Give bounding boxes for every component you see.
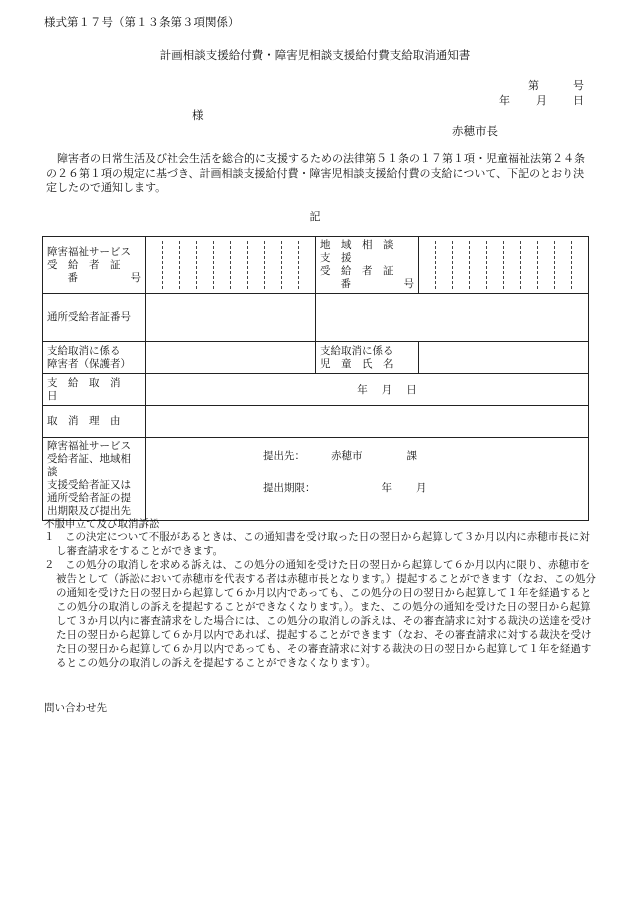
service-certificate-number-field[interactable] bbox=[146, 237, 316, 294]
community-support-certificate-number-field[interactable] bbox=[419, 237, 589, 294]
label-line: 障害福祉サービス bbox=[47, 245, 131, 258]
issue-day: 日 bbox=[573, 94, 584, 107]
empty-cell bbox=[316, 294, 589, 342]
cancel-day: 日 bbox=[406, 384, 417, 396]
cancelled-person-label bbox=[43, 342, 146, 374]
deadline-year: 年 bbox=[381, 482, 392, 494]
issue-date-line bbox=[499, 92, 584, 108]
label-line: 支援受給者証又は bbox=[47, 479, 131, 491]
document-title: 計画相談支援給付費・障害児相談支援給付費支給取消通知書 bbox=[159, 48, 471, 62]
cancellation-date-label: 支 給 取 消 日 bbox=[43, 374, 146, 406]
label-line: 支給取消に係る bbox=[47, 344, 121, 357]
cancel-year: 年 bbox=[357, 384, 368, 396]
table-row bbox=[43, 342, 589, 374]
table-row bbox=[43, 294, 589, 342]
service-certificate-number-label bbox=[43, 237, 146, 294]
submission-deadline-label bbox=[43, 438, 146, 521]
destination-city: 赤穂市 bbox=[331, 450, 363, 462]
submission-deadline bbox=[263, 480, 427, 495]
label-line: 番 号 bbox=[67, 271, 141, 284]
label-line: 番 号 bbox=[340, 278, 414, 290]
cancellation-reason-field[interactable] bbox=[146, 406, 589, 438]
table-row bbox=[43, 237, 589, 294]
label-line: 受給者証、地域相談 bbox=[47, 453, 131, 478]
table-row bbox=[43, 438, 589, 521]
number-label-go: 号 bbox=[573, 79, 584, 92]
cancelled-child-name-label bbox=[316, 342, 419, 374]
issue-year: 年 bbox=[499, 94, 510, 107]
form-number: 様式第１７号（第１３条第３項関係） bbox=[44, 15, 240, 29]
label-line: 障害福祉サービス bbox=[47, 440, 131, 452]
appeal-item-2: ２ この処分の取消しを求める訴えは、この処分の通知を受けた日の翌日から起算して６か月以内に限り、赤穂市を被告として（訴訟において赤穂市を代表する者は赤穂市長となります。）提起することができます（なお、この処分の通知を受けた日の翌日から起算して６か月以内であっても、この処分の日の翌日から起算して１年を経過するとこの処分の取消しの訴えを提起することができなくなります。）。また、この処分の通知を受けた日の翌日から起算して３か月以内に審査請求をした場合には、この処分の取消しの訴えは、その審査請求に対する裁決の送達を受けた日の翌日から起算して６か月以内であれば、提起することができます（なお、その審査請求に対する裁決を受けた日の翌日から起算して６か月以内であっても、その審査請求に対する裁決の日の翌日から起算して１年を経過するとこの処分の取消しの訴えを提起することができなくなります）。 bbox=[44, 559, 596, 669]
destination-section: 課 bbox=[406, 450, 417, 462]
cancelled-child-name-field[interactable] bbox=[419, 342, 589, 374]
recipient-honorific: 様 bbox=[192, 108, 204, 122]
label-line: 受 給 者 証 bbox=[47, 258, 121, 271]
label-line: 通所受給者証の提 bbox=[47, 492, 131, 504]
cancel-month: 月 bbox=[381, 384, 393, 396]
submission-destination bbox=[263, 448, 417, 463]
community-support-certificate-number-label bbox=[316, 237, 419, 294]
contact-label: 問い合わせ先 bbox=[44, 702, 107, 714]
destination-label: 提出先： bbox=[263, 450, 305, 462]
label-line: 障害者（保護者） bbox=[47, 357, 131, 370]
table-row bbox=[43, 406, 589, 438]
issue-month: 月 bbox=[536, 94, 547, 107]
number-label-dai: 第 bbox=[528, 79, 539, 92]
label-line: 支給取消に係る bbox=[320, 344, 394, 357]
label-line: 受 給 者 証 bbox=[320, 265, 394, 277]
issuer-name: 赤穂市長 bbox=[452, 124, 498, 138]
day-service-certificate-number-field[interactable] bbox=[146, 294, 316, 342]
deadline-month: 月 bbox=[416, 482, 427, 494]
document-number-line bbox=[528, 77, 584, 93]
cancellation-date-field[interactable] bbox=[146, 374, 589, 406]
label-line: 児 童 氏 名 bbox=[320, 357, 394, 370]
cancelled-person-field[interactable] bbox=[146, 342, 316, 374]
label-line: 地 域 相 談 支 援 bbox=[320, 239, 404, 264]
cancellation-reason-label: 取 消 理 由 bbox=[43, 406, 146, 438]
deadline-label: 提出期限： bbox=[263, 482, 316, 494]
notice-table bbox=[42, 236, 589, 521]
label-line: 出期限及び提出先 bbox=[47, 505, 131, 517]
appeal-item-1: １ この決定について不服があるときは、この通知書を受け取った日の翌日から起算して３か月以内に赤穂市長に対し審査請求をすることができます。 bbox=[44, 531, 590, 557]
day-service-certificate-number-label: 通所受給者証番号 bbox=[43, 294, 146, 342]
appeal-heading: 不服申立て及び取消訴訟 bbox=[44, 518, 160, 530]
notice-body-text: 障害者の日常生活及び社会生活を総合的に支援するための法律第５１条の１７第１項・児童福祉法第２４条の２６第１項の規定に基づき、計画相談支援給付費・障害児相談支援給付費の支給について、下記のとおり決定したので通知します。 bbox=[46, 152, 585, 194]
submission-deadline-field[interactable] bbox=[146, 438, 589, 521]
table-row bbox=[43, 374, 589, 406]
ki-heading: 記 bbox=[309, 210, 321, 223]
